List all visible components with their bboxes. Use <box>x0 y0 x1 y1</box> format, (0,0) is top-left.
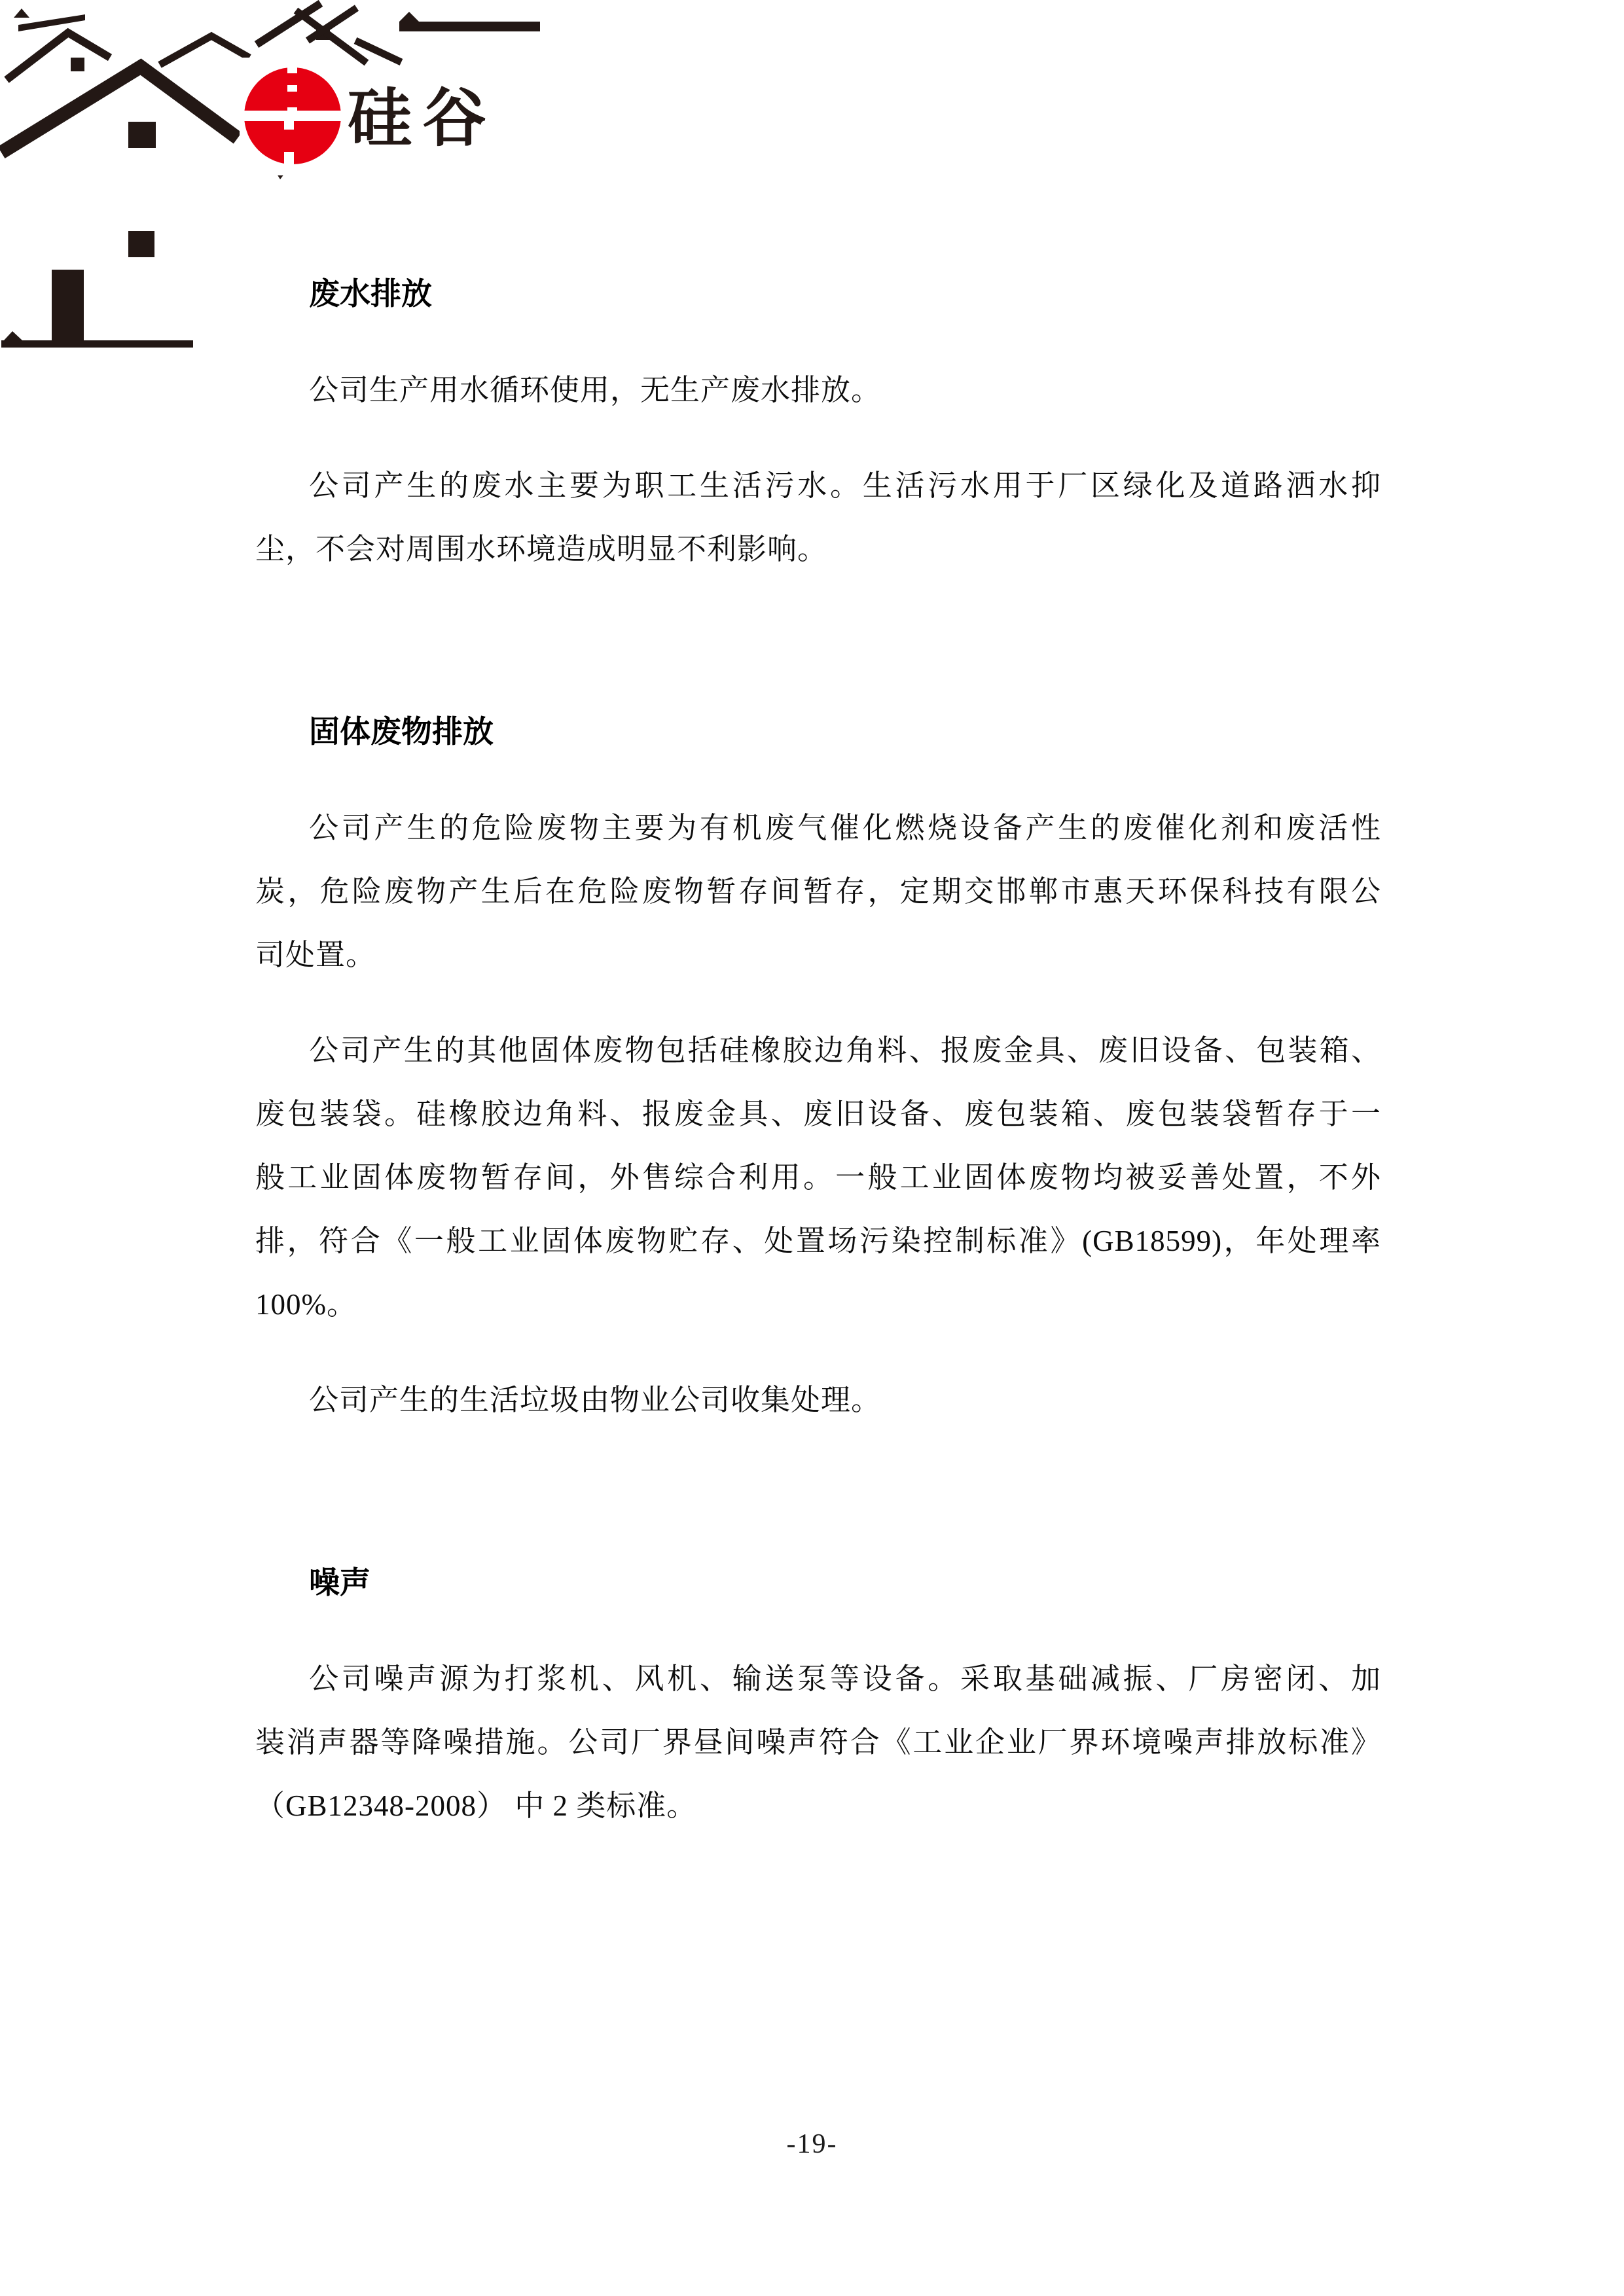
paragraph <box>255 1647 1381 1838</box>
paragraph <box>255 359 1381 422</box>
text-line: 公司噪声源为打浆机、风机、输送泵等设备。采取基础减振、厂房密闭、加 <box>309 1662 1381 1695</box>
section-heading: 废水排放 <box>309 278 432 312</box>
page-footer <box>0 2128 1624 2160</box>
text-line: 装消声器等降噪措施。公司厂界昼间噪声符合《工业企业厂界环境噪声排放标准》 <box>255 1726 1381 1759</box>
text-line: 废包装袋。硅橡胶边角料、报废金具、废旧设备、废包装箱、废包装袋暂存于一 <box>255 1098 1381 1130</box>
page-number: -19- <box>786 2129 838 2159</box>
paragraph <box>255 797 1381 987</box>
text-line: 般工业固体废物暂存间，外售综合利用。一般工业固体废物均被妥善处置，不外 <box>255 1161 1381 1194</box>
text-line: 公司产生的废水主要为职工生活污水。生活污水用于厂区绿化及道路洒水抑 <box>309 469 1381 502</box>
paragraph <box>255 1369 1381 1432</box>
paragraph <box>255 454 1381 581</box>
text-line: 100%。 <box>255 1288 357 1321</box>
paragraph <box>255 1019 1381 1336</box>
document-body <box>255 0 1381 1838</box>
text-line: 尘，不会对周围水环境造成明显不利影响。 <box>255 533 828 565</box>
text-line: 炭，危险废物产生后在危险废物暂存间暂存，定期交邯郸市惠天环保科技有限公 <box>255 875 1381 908</box>
text-line: 排，符合《一般工业固体废物贮存、处置场污染控制标准》(GB18599)，年处理率 <box>255 1225 1381 1257</box>
text-line: 司处置。 <box>255 939 376 971</box>
text-line: 公司产生的危险废物主要为有机废气催化燃烧设备产生的废催化剂和废活性 <box>309 812 1381 844</box>
section-heading: 固体废物排放 <box>309 715 494 749</box>
text-line: 公司产生的生活垃圾由物业公司收集处理。 <box>309 1384 882 1416</box>
text-line: 公司产生的其他固体废物包括硅橡胶边角料、报废金具、废旧设备、包装箱、 <box>309 1034 1381 1067</box>
section-heading: 噪声 <box>309 1566 370 1600</box>
text-line: （GB12348-2008） 中 2 类标准。 <box>255 1789 697 1822</box>
text-line: 公司生产用水循环使用，无生产废水排放。 <box>309 374 882 406</box>
brand-text: 硅谷 <box>348 82 497 154</box>
